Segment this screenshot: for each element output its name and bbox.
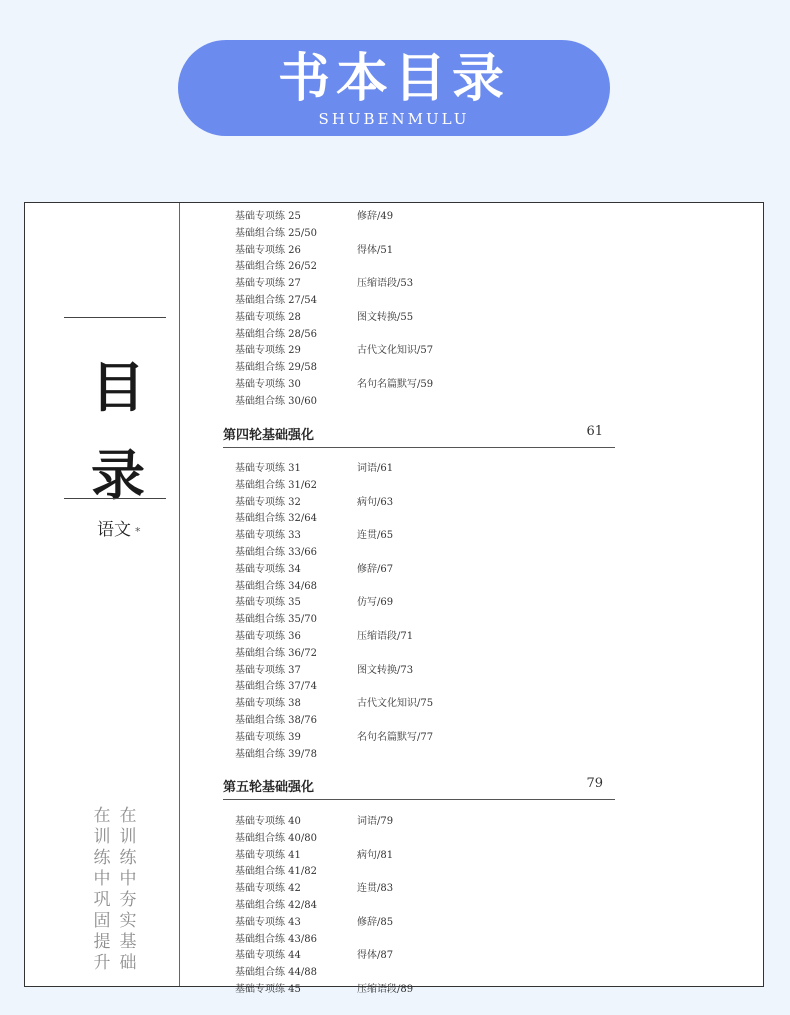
slogan-char: 提 bbox=[93, 932, 111, 952]
toc-entry: 基础组合练 41/82 bbox=[235, 866, 317, 878]
toc-entry: 基础专项练 45 bbox=[235, 984, 301, 995]
toc-entry: 基础专项练 26 bbox=[235, 244, 301, 256]
toc-entry: 基础专项练 36 bbox=[235, 631, 301, 642]
subject-text: 语文 bbox=[97, 520, 131, 540]
toc-entry: 基础组合练 28/56 bbox=[235, 328, 317, 340]
toc-entry: 基础组合练 37/74 bbox=[235, 681, 317, 693]
slogan-char: 基 bbox=[119, 932, 137, 952]
toc-topic: 修辞/49 bbox=[357, 211, 394, 222]
toc-topic: 名句名篇默写/77 bbox=[357, 731, 434, 743]
toc-entry: 基础组合练 43/86 bbox=[235, 933, 317, 945]
sidebar-title-char: 目 bbox=[91, 355, 145, 419]
toc-entry: 基础组合练 42/84 bbox=[235, 900, 317, 911]
toc-entry: 基础专项练 29 bbox=[235, 345, 301, 357]
slogan-char: 练 bbox=[93, 848, 111, 868]
slogan-char: 实 bbox=[119, 911, 137, 931]
toc-entry: 基础组合练 32/64 bbox=[235, 513, 317, 525]
sidebar-title bbox=[83, 343, 153, 519]
toc-entry: 基础组合练 25/50 bbox=[235, 227, 317, 239]
toc-entry: 基础专项练 41 bbox=[235, 849, 301, 861]
section-heading bbox=[223, 775, 615, 800]
toc-entry: 基础组合练 33/66 bbox=[235, 547, 317, 558]
banner-title: 书本目录 bbox=[277, 49, 510, 109]
subject-mark: * bbox=[135, 525, 141, 538]
toc-topic: 病句/81 bbox=[357, 849, 394, 861]
toc-topic: 仿写/69 bbox=[357, 597, 394, 609]
slogan-char: 在 bbox=[119, 806, 137, 826]
slogan-char: 训 bbox=[119, 827, 137, 847]
sidebar-bottom-divider bbox=[64, 498, 166, 499]
section-title: 第四轮基础强化 bbox=[223, 428, 315, 443]
slogan-left bbox=[91, 806, 113, 974]
toc-entry: 基础专项练 32 bbox=[235, 496, 301, 508]
section-heading bbox=[223, 423, 615, 448]
toc-entry: 基础专项练 33 bbox=[235, 530, 301, 542]
toc-entry: 基础专项练 37 bbox=[235, 664, 301, 676]
toc-entry: 基础组合练 39/78 bbox=[235, 748, 317, 760]
section-title: 第五轮基础强化 bbox=[223, 780, 315, 795]
toc-topic: 连贯/83 bbox=[357, 883, 394, 895]
toc-topic: 名句名篇默写/59 bbox=[357, 379, 434, 390]
toc-entry: 基础专项练 42 bbox=[235, 883, 301, 895]
toc-entry: 基础组合练 38/76 bbox=[235, 715, 317, 726]
header-banner bbox=[178, 40, 610, 136]
toc-topic: 图文转换/73 bbox=[357, 664, 414, 676]
toc-entry: 基础组合练 29/58 bbox=[235, 362, 317, 374]
toc-topic: 古代文化知识/57 bbox=[357, 345, 434, 357]
toc-entry: 基础专项练 43 bbox=[235, 916, 301, 928]
slogan-char: 训 bbox=[93, 827, 111, 847]
slogan-char: 中 bbox=[119, 869, 137, 889]
toc-topic: 压缩语段/89 bbox=[357, 984, 414, 995]
toc-entry: 基础组合练 30/60 bbox=[235, 395, 317, 407]
toc-topic: 得体/51 bbox=[357, 244, 394, 256]
toc-topic: 修辞/85 bbox=[357, 916, 394, 928]
slogan-char: 升 bbox=[93, 953, 111, 973]
sidebar bbox=[25, 203, 180, 986]
slogan-char: 在 bbox=[93, 806, 111, 826]
toc-entry: 基础专项练 28 bbox=[235, 311, 301, 323]
slogan-char: 础 bbox=[119, 953, 137, 973]
toc-entry: 基础专项练 34 bbox=[235, 563, 301, 575]
toc-topic: 古代文化知识/75 bbox=[357, 698, 434, 710]
toc-entry: 基础组合练 44/88 bbox=[235, 967, 317, 979]
toc-entry: 基础专项练 27 bbox=[235, 278, 301, 290]
toc-entry: 基础专项练 31 bbox=[235, 463, 301, 474]
toc-topic: 词语/61 bbox=[357, 463, 394, 474]
toc-entry: 基础组合练 40/80 bbox=[235, 832, 317, 844]
toc-entry: 基础专项练 38 bbox=[235, 698, 301, 710]
toc-topic: 连贯/65 bbox=[357, 530, 394, 542]
slogan-right bbox=[117, 806, 139, 974]
toc-entry: 基础组合练 31/62 bbox=[235, 479, 317, 491]
slogan-char: 中 bbox=[93, 869, 111, 889]
toc-topic: 修辞/67 bbox=[357, 563, 394, 575]
section-page: 61 bbox=[586, 424, 603, 439]
slogan-char: 夯 bbox=[119, 890, 137, 910]
toc-topic: 病句/63 bbox=[357, 496, 394, 508]
toc-entry: 基础组合练 35/70 bbox=[235, 614, 317, 626]
toc-entry: 基础组合练 27/54 bbox=[235, 295, 317, 306]
toc-entry: 基础专项练 40 bbox=[235, 816, 301, 827]
toc-entry: 基础组合练 36/72 bbox=[235, 647, 317, 659]
book-page bbox=[24, 202, 764, 995]
toc-entry: 基础组合练 34/68 bbox=[235, 580, 317, 592]
toc-topic: 压缩语段/71 bbox=[357, 631, 414, 642]
toc-topic: 压缩语段/53 bbox=[357, 278, 414, 290]
toc-entry: 基础组合练 26/52 bbox=[235, 261, 317, 273]
slogan-char: 固 bbox=[93, 911, 111, 931]
toc-topic: 图文转换/55 bbox=[357, 311, 414, 323]
sidebar-title-char: 录 bbox=[91, 443, 145, 507]
toc-topic: 得体/87 bbox=[357, 950, 394, 962]
toc-entry: 基础专项练 39 bbox=[235, 731, 301, 743]
section-page: 79 bbox=[586, 776, 603, 791]
slogan-char: 巩 bbox=[93, 890, 111, 910]
toc-entry: 基础专项练 25 bbox=[235, 211, 301, 222]
slogan-char: 练 bbox=[119, 848, 137, 868]
toc-topic: 词语/79 bbox=[357, 816, 394, 827]
subject-label bbox=[97, 515, 141, 540]
banner-subtitle: SHUBENMULU bbox=[318, 110, 470, 128]
toc-entry: 基础专项练 30 bbox=[235, 379, 301, 390]
sidebar-top-divider bbox=[64, 317, 166, 318]
toc-entry: 基础专项练 44 bbox=[235, 950, 301, 962]
toc-entry: 基础专项练 35 bbox=[235, 597, 301, 609]
